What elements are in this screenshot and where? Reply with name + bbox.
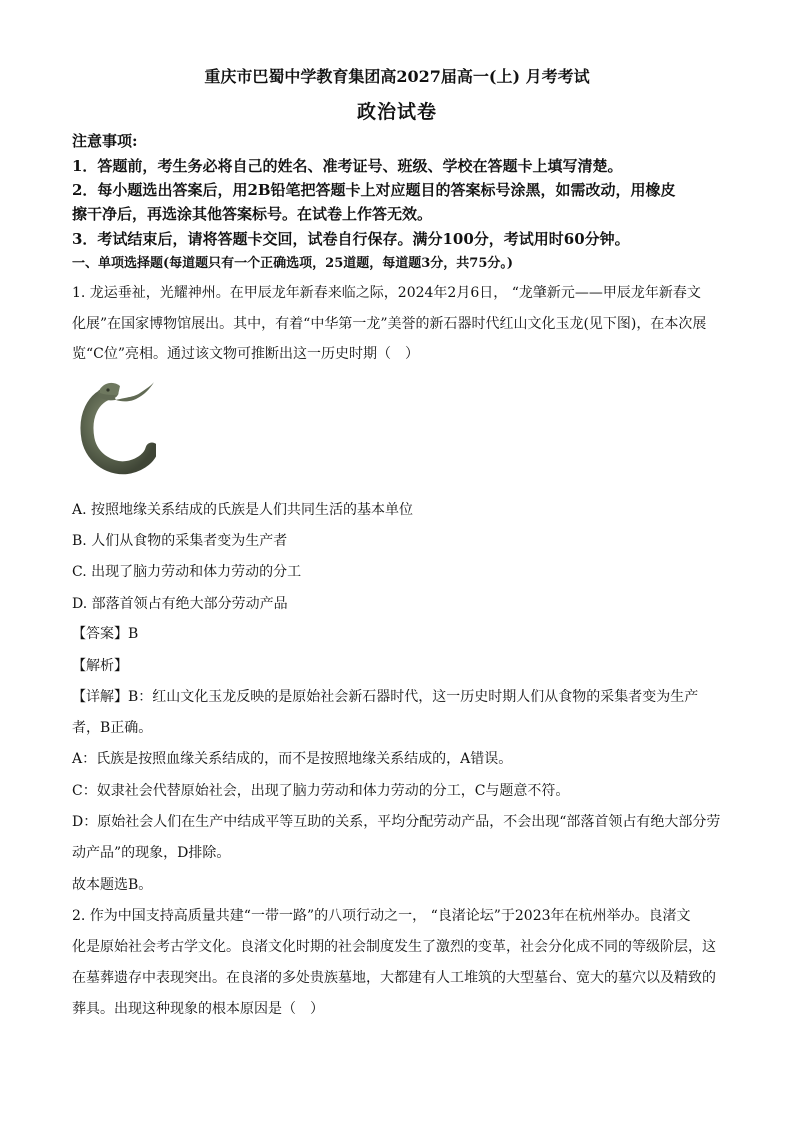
q1-option-c: C. 出现了脑力劳动和体力劳动的分工 <box>72 564 302 580</box>
q2-stem-line-4: 葬具。出现这种现象的根本原因是（ ） <box>72 1001 324 1017</box>
q1-stem-line-2: 化展”在国家博物馆展出。其中，有着“中华第一龙”美誉的新石器时代红山文化玉龙(见下图)，在本次展 <box>72 316 707 332</box>
notice-item-2-line-1: 2．每小题选出答案后，用2B铅笔把答题卡上对应题目的答案标号涂黑，如需改动，用橡皮 <box>72 181 676 199</box>
q1-detail-line-2: 者，B正确。 <box>72 720 153 736</box>
q2-stem-line-3: 在墓葬遗存中表现突出。在良渚的多处贵族墓地，大都建有人工堆筑的大型墓台、宽大的墓穴以及精致的 <box>72 970 716 986</box>
q1-detail-c: C：奴隶社会代替原始社会，出现了脑力劳动和体力劳动的分工，C与题意不符。 <box>72 783 570 799</box>
q1-option-b: B. 人们从食物的采集者变为生产者 <box>72 533 288 549</box>
q1-analysis-label: 【解析】 <box>72 658 128 674</box>
q1-option-d: D. 部落首领占有绝大部分劳动产品 <box>72 596 288 612</box>
section-heading: 一、单项选择题(每道题只有一个正确选项，25道题，每道题3分，共75分。) <box>72 256 514 271</box>
q1-detail-a: A：氏族是按照血缘关系结成的，而不是按照地缘关系结成的，A错误。 <box>72 751 513 767</box>
exam-subtitle: 政治试卷 <box>356 101 437 123</box>
q2-stem-line-2: 化是原始社会考古学文化。良渚文化时期的社会制度发生了激烈的变革，社会分化成不同的等级阶层，这 <box>72 939 716 955</box>
q1-option-a: A. 按照地缘关系结成的氏族是人们共同生活的基本单位 <box>72 502 414 518</box>
notice-heading: 注意事项: <box>72 132 138 150</box>
q1-conclusion: 故本题选B。 <box>72 877 153 893</box>
q1-detail-d-line-1: D：原始社会人们在生产中结成平等互助的关系，平均分配劳动产品，不会出现“部落首领占有绝大部分劳 <box>72 814 721 830</box>
q2-stem-line-1: 2. 作为中国支持高质量共建“一带一路”的八项行动之一， “良渚论坛”于2023年在杭州举办。良渚文 <box>72 908 691 924</box>
q1-answer: 【答案】B <box>72 626 139 642</box>
jade-dragon-image <box>72 377 156 475</box>
q1-detail-line-1: 【详解】B：红山文化玉龙反映的是原始社会新石器时代，这一历史时期人们从食物的采集者变为生产 <box>72 689 699 705</box>
q1-stem-line-1: 1. 龙运垂祉，光耀神州。在甲辰龙年新春来临之际，2024年2月6日， “龙肇新元——甲辰龙年新春文 <box>72 285 701 301</box>
notice-item-3: 3．考试结束后，请将答题卡交回，试卷自行保存。满分100分，考试用时60分钟。 <box>72 230 630 248</box>
notice-item-2-line-2: 擦干净后，再选涂其他答案标号。在试卷上作答无效。 <box>72 205 433 223</box>
q1-stem-line-3: 览“C位”亮相。通过该文物可推断出这一历史时期（ ） <box>72 346 420 362</box>
notice-item-1: 1．答题前，考生务必将自己的姓名、准考证号、班级、学校在答题卡上填写清楚。 <box>72 157 623 175</box>
exam-title: 重庆市巴蜀中学教育集团高2027届高一(上) 月考考试 <box>204 67 590 86</box>
q1-detail-d-line-2: 动产品”的现象，D排除。 <box>72 845 231 861</box>
